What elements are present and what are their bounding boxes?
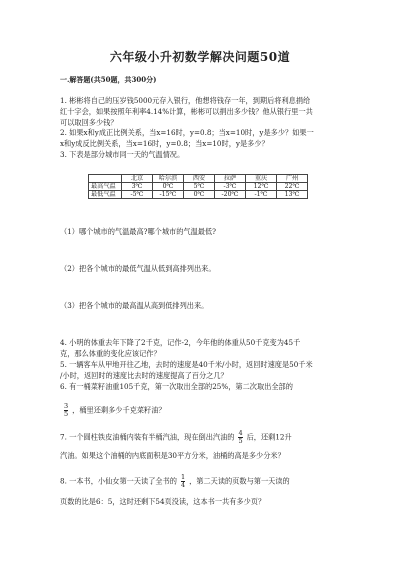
question-8-text-b: ，第二天读的页数与第一天读的 [189,476,290,486]
section-heading: 一.解答题(共50题，共300分) [60,75,157,84]
row-label: 最低气温 [89,191,122,199]
table-corner-cell [89,175,122,183]
sub-question-2: （2）把各个城市的最低气温从低到高排列出来。 [60,264,216,273]
question-1-line-1: 1. 彬彬将自己的压岁钱5000元存入银行，他想将钱存一年，到期后将利息捐给 [60,96,311,105]
question-1-line-2: 红十字会，如果按照年利率4.14%计算，彬彬可以捐出多少钱？他从银行里一共 [60,107,313,116]
fraction-numerator: 4 [238,429,243,437]
fraction-denominator: 4 [180,481,186,489]
sub-question-3: （3）把各个城市的最高温从高到低排列出来。 [60,301,209,310]
question-1-line-3: 可以取回多少钱？ [60,118,118,127]
question-4-line-2: 克，那么体重的变化应该记作？ [60,349,161,358]
row-label: 最高气温 [89,183,122,191]
page-title: 六年级小升初数学解决问题50道 [109,50,291,64]
city-header: 重庆 [246,175,277,183]
table-cell: 0℃ [184,191,215,199]
table-cell: 5℃ [184,183,215,191]
question-5-line-1: 5. 一辆客车从甲地开往乙地，去时的速度是40千米/小时，返回时速度是50千米 [60,360,313,369]
table-cell: 13℃ [277,191,308,199]
fraction-denominator: 5 [64,410,69,418]
question-8-text-a: 8. 一本书，小仙女第一天读了全书的 [60,476,177,486]
fraction-numerator: 1 [180,473,186,481]
city-header: 西安 [184,175,215,183]
sub-question-1: （1）哪个城市的气温最高?哪个城市的气温最低? [60,227,217,236]
question-1 [60,95,350,128]
question-6-tail: ，桶里还剩多少千克菜籽油？ [72,405,166,415]
question-7-line-2: 汽油。如果这个油桶的内底面积是30平方分米，油桶的高是多少分米？ [60,451,285,460]
temperature-table [88,174,308,199]
table-row-low [89,191,308,199]
question-8-line-2: 页数的比是6：5，这时还剩下54页没读，这本书一共有多少页？ [60,497,266,506]
fraction [181,474,185,489]
question-3: 3. 下表是部分城市同一天的气温情况。 [60,150,185,159]
fraction-numerator: 3 [64,402,69,410]
question-4 [60,337,350,359]
question-7 [60,430,350,445]
question-7-text-b: 后，还剩12升 [246,432,292,442]
table-cell: 12℃ [246,183,277,191]
question-2-line-2: x和y成反比例关系，当x=16时，y=0.8；当x=10时，y是多少？ [60,139,269,148]
table-cell: 3℃ [122,183,153,191]
fraction-denominator: 5 [238,437,243,445]
question-6: 6. 有一桶菜籽油重105千克，第一次取出全部的25%，第二次取出全部的 [60,382,293,391]
city-header: 拉萨 [215,175,246,183]
question-2 [60,127,350,149]
fraction [64,403,68,418]
table-cell: 22℃ [277,183,308,191]
table-cell: -20℃ [215,191,246,199]
table-header-row [89,175,308,183]
question-7-text-a: 7. 一个圆柱铁皮油桶内装有半桶汽油，现在倒出汽油的 [60,432,235,442]
city-header: 哈尔滨 [153,175,184,183]
question-5-line-2: /小时，返回时的速度比去时的速度提高了百分之几？ [60,371,228,380]
question-4-line-1: 4. 小明的体重去年下降了2千克，记作-2，今年他的体重从50千克变为45千 [60,338,301,347]
question-6-continued [60,403,350,418]
city-header: 北京 [122,175,153,183]
table-cell: -5℃ [122,191,153,199]
table-row-high [89,183,308,191]
table-cell: -3℃ [215,183,246,191]
fraction [238,430,242,445]
question-2-line-1: 2. 如果x和y成正比例关系，当x=16时，y=0.8；当x=10时，y是多少？如果一 [60,128,314,137]
question-8 [60,474,350,489]
table-cell: 0℃ [153,183,184,191]
question-5 [60,359,350,381]
city-header: 广州 [277,175,308,183]
table-cell: -15℃ [153,191,184,199]
table-cell: -1℃ [246,191,277,199]
